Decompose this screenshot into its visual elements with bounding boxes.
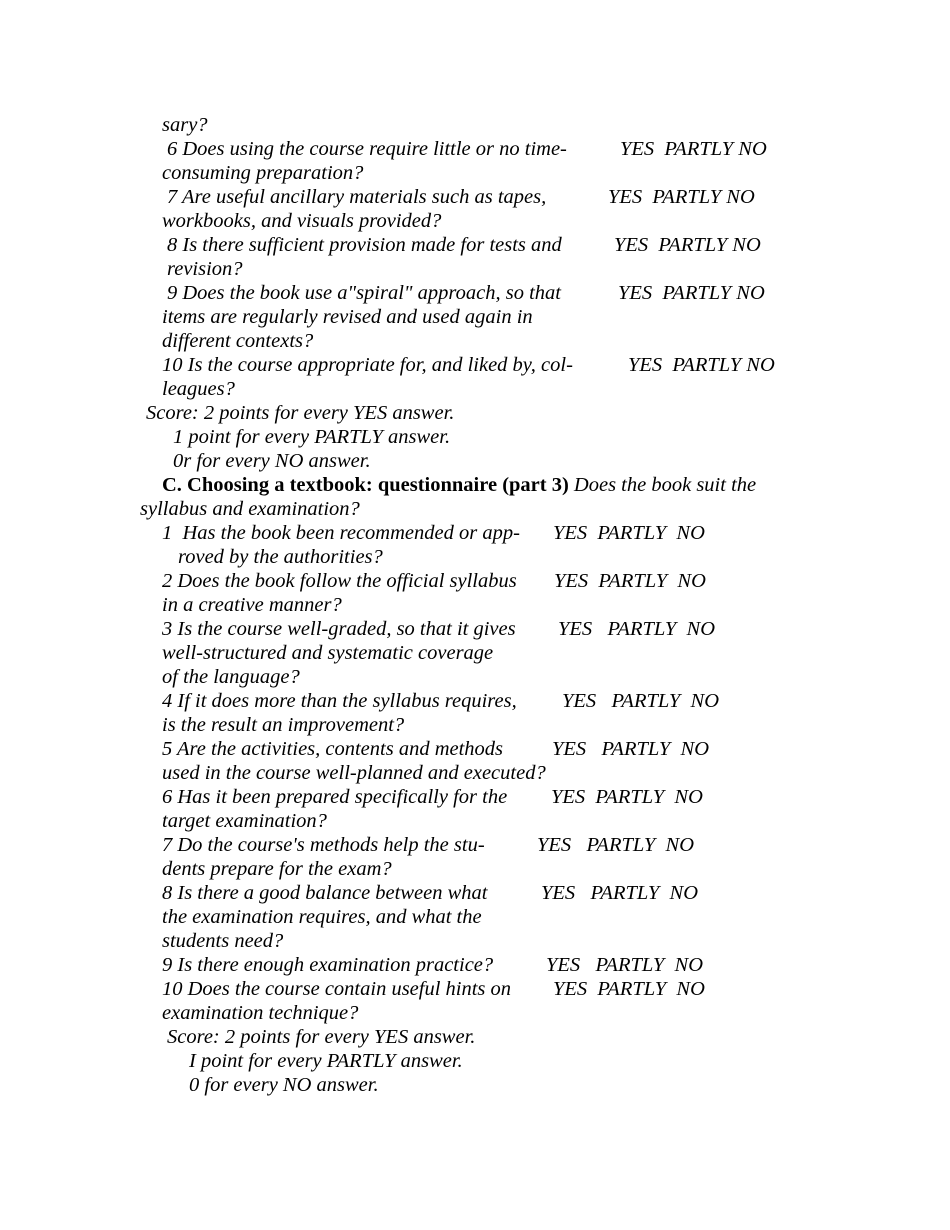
p2-q9-line3: different contexts? [162, 330, 314, 352]
p3-q1-answer-options: YES PARTLY NO [553, 522, 705, 544]
p3-q5-answer-options: YES PARTLY NO [552, 738, 709, 760]
p3-q10-line1: 10 Does the course contain useful hints on [162, 978, 512, 1000]
p2-score-line2: 1 point for every PARTLY answer. [173, 426, 451, 448]
p2-q9-answer-options: YES PARTLY NO [618, 282, 765, 304]
p2-q7-line1: 7 Are useful ancillary materials such as tapes, [167, 186, 547, 208]
p3-q10-answer-options: YES PARTLY NO [553, 978, 705, 1000]
p2-q6-line2: consuming preparation? [162, 162, 364, 184]
p3-q8-answer-options: YES PARTLY NO [541, 882, 698, 904]
p3-q8-line3: students need? [162, 930, 284, 952]
p3-q10-line2: examination technique? [162, 1002, 359, 1024]
section-heading-italic: Does the book suit the [568, 474, 757, 496]
p3-score-line1: Score: 2 points for every YES answer. [167, 1026, 476, 1048]
p3-q5-line2: used in the course well-planned and executed? [162, 762, 546, 784]
continuation-text: sary? [162, 114, 208, 136]
p3-q4-line1: 4 If it does more than the syllabus requires, [162, 690, 517, 712]
p3-q6-answer-options: YES PARTLY NO [551, 786, 703, 808]
p2-q10-answer-options: YES PARTLY NO [628, 354, 775, 376]
p2-q7-line2: workbooks, and visuals provided? [162, 210, 442, 232]
p3-q8-line2: the examination requires, and what the [162, 906, 482, 928]
p2-q10-line2: leagues? [162, 378, 235, 400]
p3-q2-line2: in a creative manner? [162, 594, 342, 616]
section-heading-line2: syllabus and examination? [140, 498, 360, 520]
p3-score-line2: I point for every PARTLY answer. [189, 1050, 463, 1072]
p3-q2-answer-options: YES PARTLY NO [554, 570, 706, 592]
p2-q10-line1: 10 Is the course appropriate for, and liked by, col- [162, 354, 573, 376]
p2-score-line3: 0r for every NO answer. [173, 450, 371, 472]
p2-q8-line2: revision? [167, 258, 243, 280]
p2-q8-line1: 8 Is there sufficient provision made for tests and [167, 234, 562, 256]
p3-q9-line1: 9 Is there enough examination practice? [162, 954, 494, 976]
p3-q7-line2: dents prepare for the exam? [162, 858, 392, 880]
p2-score-line1: Score: 2 points for every YES answer. [146, 402, 455, 424]
p2-q9-line1: 9 Does the book use a"spiral" approach, so that [167, 282, 561, 304]
p3-q3-answer-options: YES PARTLY NO [558, 618, 715, 640]
p3-q4-line2: is the result an improvement? [162, 714, 405, 736]
p3-q7-answer-options: YES PARTLY NO [537, 834, 694, 856]
p3-q3-line2: well-structured and systematic coverage [162, 642, 494, 664]
p3-q1-line1: 1 Has the book been recommended or app- [162, 522, 520, 544]
p3-q6-line1: 6 Has it been prepared specifically for the [162, 786, 508, 808]
p3-q7-line1: 7 Do the course's methods help the stu- [162, 834, 485, 856]
p3-score-line3: 0 for every NO answer. [189, 1074, 379, 1096]
p3-q2-line1: 2 Does the book follow the official syllabus [162, 570, 517, 592]
p2-q7-answer-options: YES PARTLY NO [608, 186, 755, 208]
section-heading [162, 473, 756, 497]
p2-q9-line2: items are regularly revised and used again in [162, 306, 533, 328]
p2-q8-answer-options: YES PARTLY NO [614, 234, 761, 256]
p2-q6-line1: 6 Does using the course require little or no time- [167, 138, 567, 160]
p3-q3-line1: 3 Is the course well-graded, so that it gives [162, 618, 516, 640]
p3-q9-answer-options: YES PARTLY NO [546, 954, 703, 976]
p3-q1-line2: roved by the authorities? [178, 546, 383, 568]
p3-q5-line1: 5 Are the activities, contents and methods [162, 738, 504, 760]
p3-q6-line2: target examination? [162, 810, 327, 832]
p2-q6-answer-options: YES PARTLY NO [620, 138, 767, 160]
section-heading-bold: C. Choosing a textbook: questionnaire (part 3) [162, 474, 569, 496]
p3-q3-line3: of the language? [162, 666, 300, 688]
p3-q4-answer-options: YES PARTLY NO [562, 690, 719, 712]
p3-q8-line1: 8 Is there a good balance between what [162, 882, 488, 904]
